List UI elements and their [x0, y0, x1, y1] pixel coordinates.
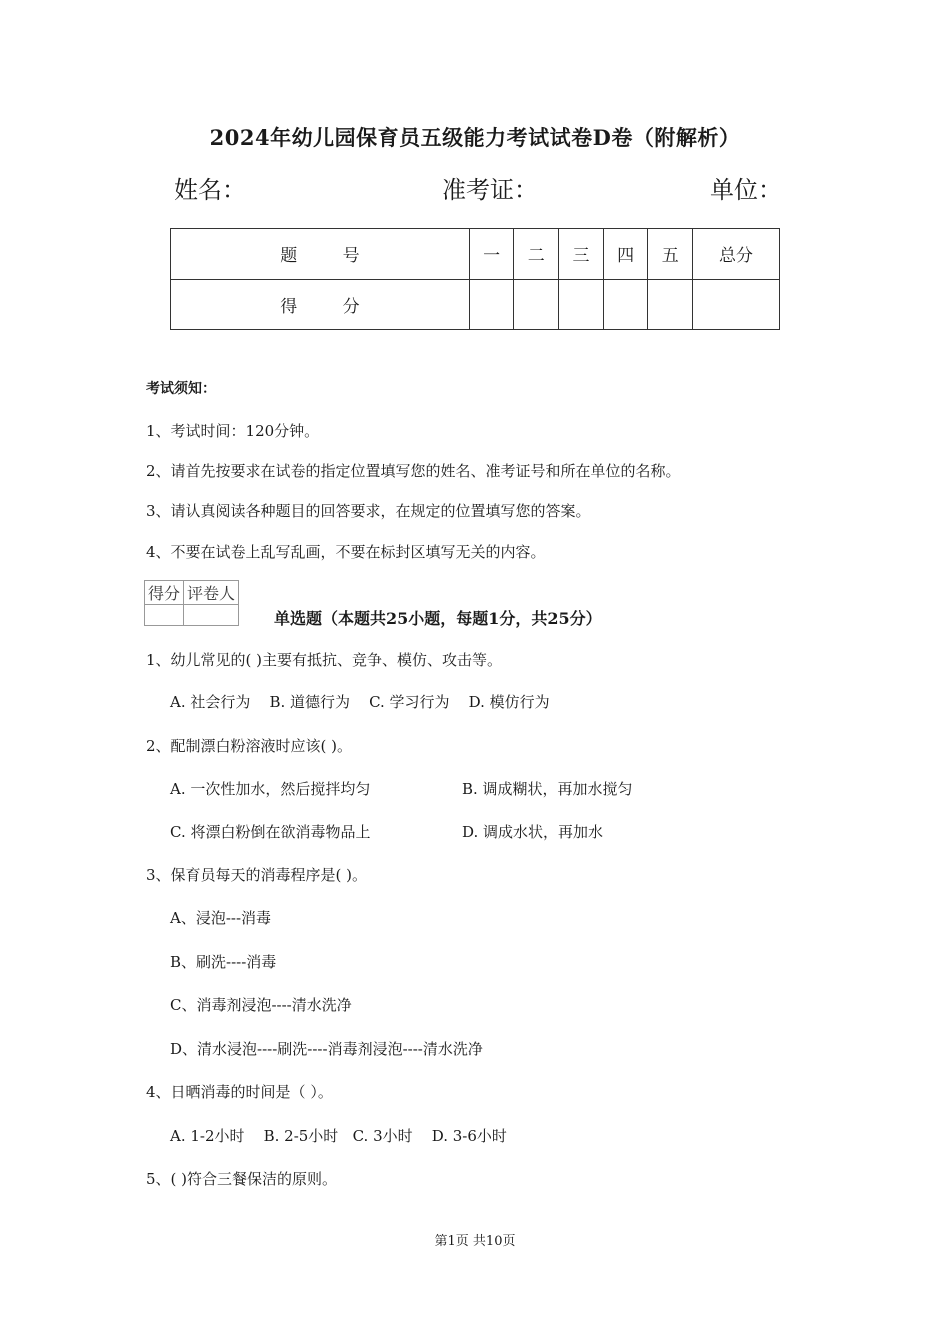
score-table-score-row [171, 279, 780, 330]
question-3-stem: 3、保育员每天的消毒程序是( )。 [146, 866, 368, 884]
header-cell-5: 五 [648, 229, 693, 280]
question-3-option-d: D、清水浸泡----刷洗----消毒剂浸泡----清水洗净 [170, 1040, 483, 1058]
notice-item: 3、请认真阅读各种题目的回答要求，在规定的位置填写您的答案。 [146, 502, 591, 520]
question-3-option-b: B、刷洗----消毒 [170, 953, 277, 971]
section-title: 单选题（本题共25小题，每题1分，共25分） [274, 609, 602, 628]
grader-score-label: 得分 [145, 581, 184, 605]
question-2-stem: 2、配制漂白粉溶液时应该( )。 [146, 737, 353, 755]
score-cell[interactable] [648, 279, 693, 330]
score-table [170, 228, 780, 330]
header-cell-2: 二 [514, 229, 559, 280]
score-row-label: 得 分 [171, 279, 470, 330]
question-2-option-d: D. 调成水状，再加水 [462, 823, 604, 841]
header-cell-4: 四 [603, 229, 648, 280]
header-cell-3: 三 [559, 229, 604, 280]
score-cell[interactable] [514, 279, 559, 330]
grader-reviewer-cell[interactable] [184, 605, 239, 626]
page-footer: 第1页 共10页 [434, 1234, 516, 1249]
grader-box [144, 580, 239, 626]
notice-item: 1、考试时间：120分钟。 [146, 422, 320, 440]
question-4-options: A. 1-2小时 B. 2-5小时 C. 3小时 D. 3-6小时 [170, 1127, 507, 1145]
score-table-header-row [171, 229, 780, 280]
notice-heading: 考试须知： [146, 381, 216, 397]
question-3-option-c: C、消毒剂浸泡----清水洗净 [170, 996, 352, 1014]
question-2-option-c: C. 将漂白粉倒在欲消毒物品上 [170, 823, 371, 841]
score-cell[interactable] [693, 279, 780, 330]
name-field-label: 姓名： [174, 176, 246, 204]
question-5-stem: 5、( )符合三餐保洁的原则。 [146, 1170, 338, 1188]
page-title: 2024年幼儿园保育员五级能力考试试卷D卷（附解析） [209, 125, 741, 150]
notice-item: 4、不要在试卷上乱写乱画，不要在标封区填写无关的内容。 [146, 543, 546, 561]
score-cell[interactable] [559, 279, 604, 330]
question-3-option-a: A、浸泡---消毒 [170, 909, 272, 927]
question-2-option-b: B. 调成糊状，再加水搅匀 [462, 780, 633, 798]
score-cell[interactable] [469, 279, 514, 330]
header-cell-question-no: 题 号 [171, 229, 470, 280]
unit-field-label: 单位： [710, 176, 782, 204]
grader-reviewer-label: 评卷人 [184, 581, 239, 605]
header-cell-total: 总分 [693, 229, 780, 280]
exam-id-field-label: 准考证： [442, 176, 538, 204]
question-2-option-a: A. 一次性加水，然后搅拌均匀 [170, 780, 371, 798]
header-cell-1: 一 [469, 229, 514, 280]
question-4-stem: 4、日晒消毒的时间是（ ）。 [146, 1083, 333, 1101]
question-1-stem: 1、幼儿常见的( )主要有抵抗、竞争、模仿、攻击等。 [146, 651, 503, 669]
grader-score-cell[interactable] [145, 605, 184, 626]
score-cell[interactable] [603, 279, 648, 330]
question-1-options: A. 社会行为 B. 道德行为 C. 学习行为 D. 模仿行为 [170, 693, 550, 711]
notice-item: 2、请首先按要求在试卷的指定位置填写您的姓名、准考证号和所在单位的名称。 [146, 462, 681, 480]
